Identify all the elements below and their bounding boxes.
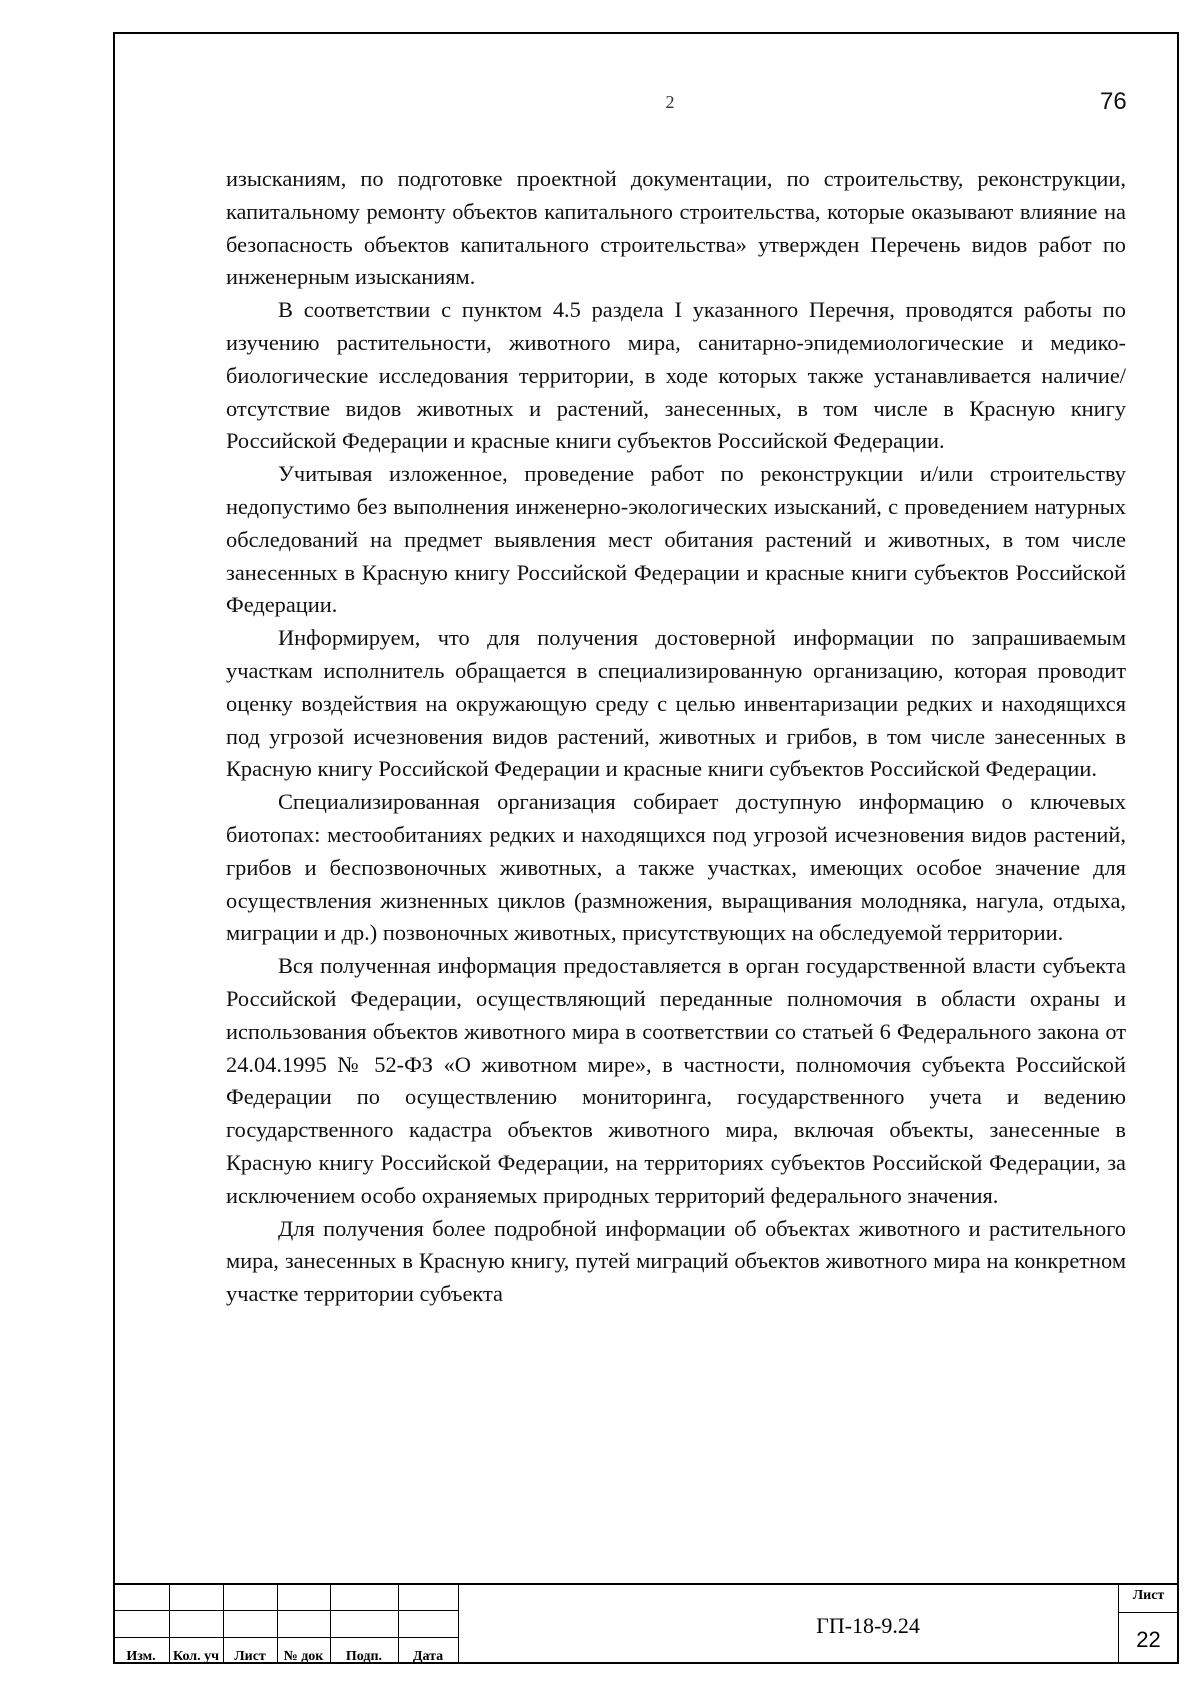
paragraph: Специализированная организация собирает доступную информацию о ключевых биотопах: местообитаниях редких и находящихся под угрозой исчезновения видов растений, грибов и беспозвоночных животных, а также участках, имеющих особое значение для осуществления жизненных циклов (размножения, выращивания молодняка, нагула, отдыха, миграции и др.) позвоночных животных, присутствующих на обследуемой территории.	[226, 789, 1126, 946]
paragraph: Информируем, что для получения достоверной информации по запрашиваемым участкам исполнитель обращается в специализированную организацию, которая проводит оценку воздействия на окружающую среду с целью инвентаризации редких и находящихся под угрозой исчезновения видов растений, животных и грибов, в том числе занесенных в Красную книгу Российской Федерации и красные книги субъектов Российской Федерации.	[226, 625, 1126, 782]
document-code: ГП-18-9.24	[816, 1613, 920, 1638]
stamp-row-line	[113, 1610, 458, 1611]
paragraph: Учитывая изложенное, проведение работ по реконструкции и/или строительству недопустимо без выполнения инженерно-экологических изысканий, с проведением натурных обследований на предмет выявления мест обитания растений и животных, в том числе занесенных в Красную книгу Российской Федерации и красные книги субъектов Российской Федерации.	[226, 461, 1126, 618]
column-label-n-dok: № док	[283, 1649, 324, 1664]
outer-page-number: 76	[1100, 88, 1127, 115]
column-label-data: Дата	[412, 1649, 444, 1664]
column-label-kol-uch: Кол. уч	[172, 1649, 220, 1664]
stamp-row-line	[113, 1637, 458, 1638]
title-block	[113, 1583, 1179, 1664]
sheet-label: Лист	[1132, 1588, 1165, 1603]
column-label-izm: Изм.	[126, 1649, 156, 1664]
paragraph: Вся полученная информация предоставляется в орган государственной власти субъекта Российской Федерации, осуществляющий переданные полномочия в области охраны и использования объектов животного мира в соответствии со статьей 6 Федерального закона от 24.04.1995 № 52-ФЗ «О животном мире», в частности, полномочия субъекта Российской Федерации по осуществлению мониторинга, государственного учета и ведению государственного кадастра объектов животного мира, включая объекты, занесенные в Красную книгу Российской Федерации, на территориях субъектов Российской Федерации, за исключением особо охраняемых природных территорий федерального значения.	[226, 953, 1126, 1208]
paragraph: изысканиям, по подготовке проектной документации, по строительству, реконструкции, капитальному ремонту объектов капитального строительства, которые оказывают влияние на безопасность объектов капитального строительства» утвержден Перечень видов работ по инженерным изысканиям.	[226, 166, 1126, 290]
stamp-divider	[458, 1585, 459, 1664]
paragraph: Для получения более подробной информации об объектах животного и растительного мира, занесенных в Красную книгу, путей миграций объектов животного мира на конкретном участке территории субъекта	[226, 1215, 1126, 1307]
column-label-list: Лист	[234, 1649, 266, 1664]
sheet-number: 22	[1136, 1627, 1161, 1652]
inner-page-number: 2	[665, 92, 675, 112]
document-body	[226, 163, 1126, 1311]
paragraph: В соответствии с пунктом 4.5 раздела I указанного Перечня, проводятся работы по изучению растительности, животного мира, санитарно-эпидемиологические и медико-биологические исследования территории, в ходе которых также устанавливается наличие/отсутствие видов животных и растений, занесенных, в том числе в Красную книгу Российской Федерации и красные книги субъектов Российской Федерации.	[226, 297, 1126, 454]
column-label-podp: Подп.	[345, 1649, 383, 1664]
